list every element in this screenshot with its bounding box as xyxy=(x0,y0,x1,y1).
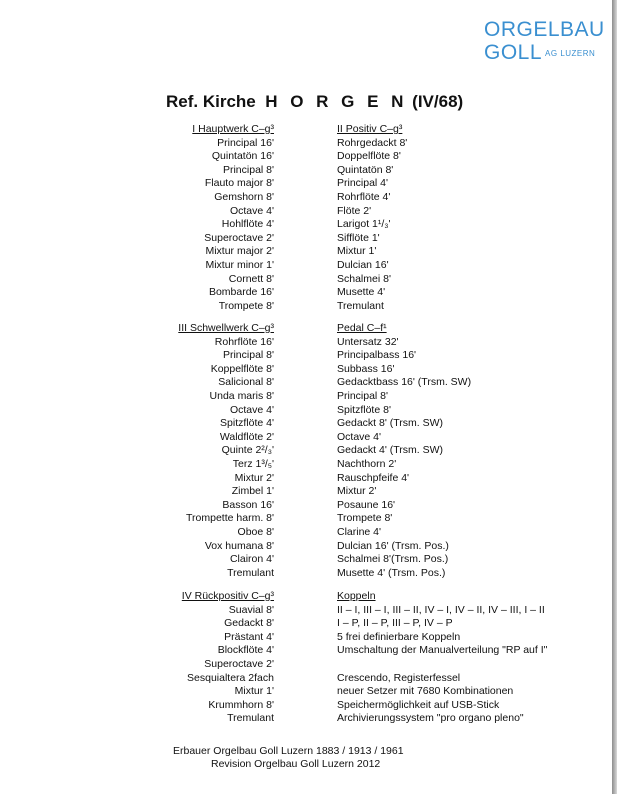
section-heading: I Hauptwerk C–g³ xyxy=(192,123,274,135)
section-heading: III Schwellwerk C–g³ xyxy=(178,322,274,334)
stop-item: Mixtur major 2' xyxy=(205,245,274,258)
stop-item: Octave 4' xyxy=(337,430,382,443)
stop-item: Quintatön 8' xyxy=(337,163,394,176)
stop-item: Bombarde 16' xyxy=(208,286,274,299)
stop-item: Mixtur 1' xyxy=(234,685,274,698)
section-positiv xyxy=(337,123,407,313)
stop-item: Dulcian 16' (Trsm. Pos.) xyxy=(337,539,449,552)
footer xyxy=(0,745,612,771)
stop-item: Principal 8' xyxy=(222,163,274,176)
stop-item: I – P, II – P, III – P, IV – P xyxy=(337,617,453,630)
footer-builder: Erbauer Orgelbau Goll Luzern 1883 / 1913 / 1961 xyxy=(173,745,404,757)
stop-item: Larigot 1¹/₃' xyxy=(337,218,391,231)
stop-item: Basson 16' xyxy=(222,498,274,511)
stop-item: Untersatz 32' xyxy=(337,335,399,348)
stop-item: Mixtur 1' xyxy=(337,245,377,258)
stop-item: Blockflöte 4' xyxy=(217,644,274,657)
stop-item: Superoctave 2' xyxy=(204,231,274,244)
stop-item: Speichermöglichkeit auf USB-Stick xyxy=(337,698,500,711)
stop-item: Octave 4' xyxy=(229,403,274,416)
stop-item: Musette 4' (Trsm. Pos.) xyxy=(337,566,446,579)
stop-item: Waldflöte 2' xyxy=(219,430,274,443)
title-prefix: Ref. Kirche xyxy=(166,92,256,111)
stop-item: Sifflöte 1' xyxy=(337,231,380,244)
section-koppeln xyxy=(337,590,547,726)
stop-item: Mixtur 2' xyxy=(234,471,274,484)
stop-item: Suavial 8' xyxy=(228,603,274,616)
stop-item: Tremulant xyxy=(227,712,274,725)
orgelbau-goll-logo xyxy=(484,18,605,65)
stop-item: Dulcian 16' xyxy=(337,258,389,271)
logo-line-2 xyxy=(484,41,605,65)
stop-item: Umschaltung der Manualverteilung "RP auf I" xyxy=(337,644,548,657)
title-suffix: (IV/68) xyxy=(412,92,464,111)
footer-revision: Revision Orgelbau Goll Luzern 2012 xyxy=(211,758,381,770)
section-pedal xyxy=(337,322,471,580)
stop-item: Posaune 16' xyxy=(337,498,396,511)
stop-item: Principal 4' xyxy=(337,177,389,190)
stop-item: Schalmei 8' xyxy=(337,272,391,285)
stop-item: Rohrflöte 4' xyxy=(337,190,391,203)
stop-item: Mixtur minor 1' xyxy=(205,258,274,271)
stop-item: Gedackt 8' xyxy=(224,617,274,630)
section-rueckpositiv xyxy=(182,590,274,726)
stop-item: Musette 4' xyxy=(337,286,386,299)
stop-item: Crescendo, Registerfessel xyxy=(337,671,461,684)
logo-line-1: ORGELBAU xyxy=(484,18,605,41)
stop-item: Mixtur 2' xyxy=(337,485,377,498)
stop-item: Cornett 8' xyxy=(228,272,274,285)
page-shadow xyxy=(612,0,617,794)
stop-item: Unda maris 8' xyxy=(209,389,274,402)
logo-ag-luzern: AG LUZERN xyxy=(545,49,596,58)
section-hauptwerk xyxy=(192,123,274,313)
stop-item: Flöte 2' xyxy=(337,204,372,217)
stop-item: Rohrgedackt 8' xyxy=(337,136,408,149)
stop-item: Principal 8' xyxy=(337,389,389,402)
stop-item xyxy=(337,658,547,672)
stop-item: Sesquialtera 2fach xyxy=(187,671,274,684)
stop-item: Nachthorn 2' xyxy=(337,457,397,470)
stop-item: Clarine 4' xyxy=(337,525,382,538)
stop-item: Superoctave 2' xyxy=(204,657,274,670)
stop-item: Schalmei 8'(Trsm. Pos.) xyxy=(337,553,449,566)
stop-item: Gemshorn 8' xyxy=(214,190,274,203)
stop-item: Salicional 8' xyxy=(218,376,274,389)
stop-item: Gedacktbass 16' (Trsm. SW) xyxy=(337,376,472,389)
stop-item: Trompette harm. 8' xyxy=(186,512,274,525)
title-name: H O R G E N xyxy=(265,92,408,111)
stop-item: Trompete 8' xyxy=(218,299,274,312)
stop-item: Gedackt 8' (Trsm. SW) xyxy=(337,417,444,430)
stop-item: 5 frei definierbare Koppeln xyxy=(337,630,461,643)
section-heading: Koppeln xyxy=(337,590,376,602)
stop-item: Zimbel 1' xyxy=(231,485,274,498)
stop-item: Gedackt 4' (Trsm. SW) xyxy=(337,444,444,457)
stop-item: Tremulant xyxy=(337,299,384,312)
stop-item: Rohrflöte 16' xyxy=(214,335,274,348)
stop-item: Krummhorn 8' xyxy=(208,698,274,711)
section-heading: Pedal C–f¹ xyxy=(337,322,387,334)
stop-item: Archivierungssystem "pro organo pleno" xyxy=(337,712,524,725)
stop-item: Prästant 4' xyxy=(224,630,274,643)
stop-item: Quinte 2²/₃' xyxy=(221,444,274,457)
stop-item: neuer Setzer mit 7680 Kombinationen xyxy=(337,685,514,698)
stop-item: Oboe 8' xyxy=(237,525,274,538)
stop-item: Subbass 16' xyxy=(337,362,395,375)
stop-item: II – I, III – I, III – II, IV – I, IV – II, IV – III, I – II xyxy=(337,603,545,616)
stop-item: Clairon 4' xyxy=(229,553,274,566)
stop-item: Spitzflöte 8' xyxy=(337,403,391,416)
section-heading: IV Rückpositiv C–g³ xyxy=(181,590,274,602)
page-title xyxy=(166,92,463,112)
logo-goll: GOLL xyxy=(484,41,543,64)
stop-item: Rauschpfeife 4' xyxy=(337,471,410,484)
stop-item: Principal 8' xyxy=(222,349,274,362)
stop-item: Terz 1³/₅' xyxy=(232,457,274,470)
stop-item: Doppelflöte 8' xyxy=(337,150,401,163)
stop-item: Principal 16' xyxy=(217,136,274,149)
stop-item: Octave 4' xyxy=(229,204,274,217)
stop-item: Trompete 8' xyxy=(337,512,393,525)
stop-item: Koppelflöte 8' xyxy=(210,362,274,375)
stop-item: Hohlflöte 4' xyxy=(221,218,274,231)
section-heading: II Positiv C–g³ xyxy=(337,123,403,135)
stop-item: Tremulant xyxy=(227,566,274,579)
stop-item: Flauto major 8' xyxy=(204,177,274,190)
section-schwellwerk xyxy=(178,322,274,580)
stop-item: Vox humana 8' xyxy=(204,539,274,552)
stop-item: Quintatön 16' xyxy=(211,150,274,163)
stop-item: Spitzflöte 4' xyxy=(220,417,274,430)
stop-item: Principalbass 16' xyxy=(337,349,417,362)
